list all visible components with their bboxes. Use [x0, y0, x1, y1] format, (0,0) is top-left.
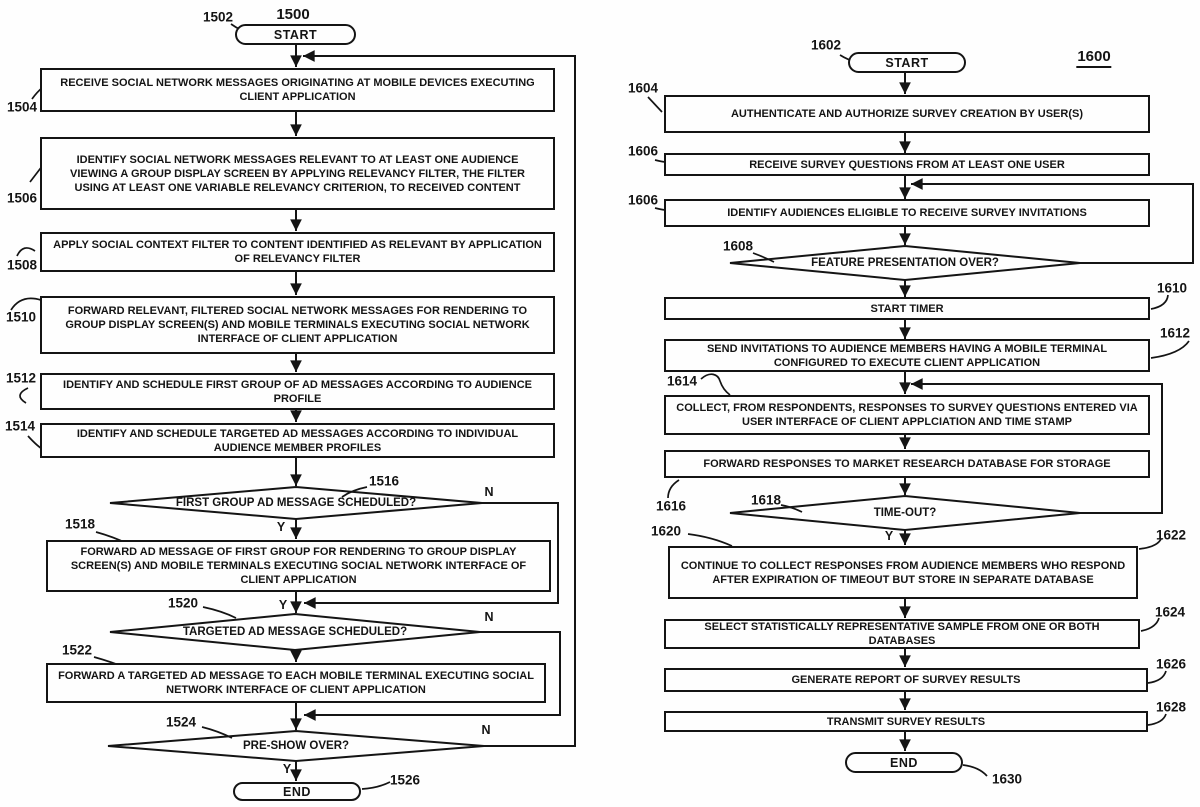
flow-box-1626: GENERATE REPORT OF SURVEY RESULTS — [664, 668, 1148, 692]
start-terminal-left: START — [235, 24, 356, 45]
flow-box-1606b: IDENTIFY AUDIENCES ELIGIBLE TO RECEIVE SURVEY INVITATIONS — [664, 199, 1150, 227]
leader-1510 — [11, 298, 41, 310]
ref-1508: 1508 — [6, 257, 38, 273]
flow-box-1508: APPLY SOCIAL CONTEXT FILTER TO CONTENT IDENTIFIED AS RELEVANT BY APPLICATION OF RELEVANCY FILTER — [40, 232, 555, 272]
decision-text-1524: PRE-SHOW OVER? — [242, 740, 350, 752]
no-label-1520: N — [484, 610, 494, 624]
ref-1620: 1620 — [650, 523, 682, 539]
end-terminal-right: END — [845, 752, 963, 773]
yes-label-1618: Y — [884, 529, 894, 543]
leader-1628 — [1148, 714, 1166, 725]
leader-1520 — [203, 607, 236, 618]
start-terminal-right: START — [848, 52, 966, 73]
ref-1606b: 1606 — [627, 192, 659, 208]
yes-label-merge-1520: Y — [278, 598, 288, 612]
leader-1624 — [1141, 618, 1159, 631]
leader-1626 — [1148, 671, 1166, 683]
decision-text-1618: TIME-OUT? — [873, 507, 937, 519]
flow-box-1610: START TIMER — [664, 297, 1150, 320]
end-terminal-left: END — [233, 782, 361, 801]
leader-1620 — [688, 534, 732, 546]
ref-1510: 1510 — [5, 309, 37, 325]
leader-1604 — [648, 97, 662, 112]
leader-1610 — [1151, 295, 1168, 309]
ref-1624: 1624 — [1154, 604, 1186, 620]
leader-1616 — [668, 480, 679, 498]
ref-1602: 1602 — [810, 37, 842, 53]
ref-1520: 1520 — [167, 595, 199, 611]
yes-label-1524: Y — [282, 762, 292, 776]
flow-box-1614: COLLECT, FROM RESPONDENTS, RESPONSES TO SURVEY QUESTIONS ENTERED VIA USER INTERFACE OF CLIENT APPLCIATION AND TIME STAMP — [664, 395, 1150, 435]
ref-1514: 1514 — [4, 418, 36, 434]
leader-1614 — [701, 374, 730, 395]
ref-1610: 1610 — [1156, 280, 1188, 296]
no-label-1516: N — [484, 485, 494, 499]
decision-text-1516: FIRST GROUP AD MESSAGE SCHEDULED? — [175, 497, 417, 509]
flow-box-1604: AUTHENTICATE AND AUTHORIZE SURVEY CREATION BY USER(S) — [664, 95, 1150, 133]
flow-box-1522: FORWARD A TARGETED AD MESSAGE TO EACH MOBILE TERMINAL EXECUTING SOCIAL NETWORK INTERFACE OF CLIENT APPLICATION — [46, 663, 546, 703]
ref-1628: 1628 — [1155, 699, 1187, 715]
ref-1506: 1506 — [6, 190, 38, 206]
no-label-1524: N — [481, 723, 491, 737]
flow-box-1620: CONTINUE TO COLLECT RESPONSES FROM AUDIENCE MEMBERS WHO RESPOND AFTER EXPIRATION OF TIMEOUT BUT STORE IN SEPARATE DATABASE — [668, 546, 1138, 599]
leader-1630 — [963, 765, 987, 776]
ref-1622: 1622 — [1155, 527, 1187, 543]
ref-1608: 1608 — [722, 238, 754, 254]
flow-box-1606a: RECEIVE SURVEY QUESTIONS FROM AT LEAST ONE USER — [664, 153, 1150, 176]
ref-1516: 1516 — [368, 473, 400, 489]
yes-label-1516: Y — [276, 520, 286, 534]
flow-box-1504: RECEIVE SOCIAL NETWORK MESSAGES ORIGINATING AT MOBILE DEVICES EXECUTING CLIENT APPLICATION — [40, 68, 555, 112]
ref-1612: 1612 — [1159, 325, 1191, 341]
ref-1522: 1522 — [61, 642, 93, 658]
flow-box-1624: SELECT STATISTICALLY REPRESENTATIVE SAMPLE FROM ONE OR BOTH DATABASES — [664, 619, 1140, 649]
ref-1524: 1524 — [165, 714, 197, 730]
figure-title-1500: 1500 — [275, 6, 310, 26]
leader-1526 — [362, 782, 390, 789]
decision-text-1520: TARGETED AD MESSAGE SCHEDULED? — [182, 626, 408, 638]
ref-1618: 1618 — [750, 492, 782, 508]
flow-box-1506: IDENTIFY SOCIAL NETWORK MESSAGES RELEVANT TO AT LEAST ONE AUDIENCE VIEWING A GROUP DISPLAY SCREEN BY APPLYING RELEVANCY FILTER, THE FILTER USING AT LEAST ONE VARIABLE RELEVANCY CRITERION, TO RECEIVED CONTENT — [40, 137, 555, 210]
ref-1518: 1518 — [64, 516, 96, 532]
leader-1612 — [1151, 341, 1189, 358]
flow-box-1612: SEND INVITATIONS TO AUDIENCE MEMBERS HAVING A MOBILE TERMINAL CONFIGURED TO EXECUTE CLIENT APPLICATION — [664, 339, 1150, 372]
flow-box-1518: FORWARD AD MESSAGE OF FIRST GROUP FOR RENDERING TO GROUP DISPLAY SCREEN(S) AND MOBILE TERMINALS EXECUTING SOCIAL NETWORK INTERFACE OF CLIENT APPLICATION — [46, 540, 551, 592]
leader-1508 — [17, 248, 35, 256]
flow-box-1510: FORWARD RELEVANT, FILTERED SOCIAL NETWORK MESSAGES FOR RENDERING TO GROUP DISPLAY SCREEN(S) AND MOBILE TERMINALS EXECUTING SOCIAL NETWORK INTERFACE OF CLIENT APPLICATION — [40, 296, 555, 354]
ref-1616: 1616 — [655, 498, 687, 514]
ref-1606a: 1606 — [627, 143, 659, 159]
ref-1504: 1504 — [6, 99, 38, 115]
ref-1614: 1614 — [666, 373, 698, 389]
ref-1526: 1526 — [389, 772, 421, 788]
flow-box-1628: TRANSMIT SURVEY RESULTS — [664, 711, 1148, 732]
ref-1630: 1630 — [991, 771, 1023, 787]
ref-1626: 1626 — [1155, 656, 1187, 672]
flow-box-1514: IDENTIFY AND SCHEDULE TARGETED AD MESSAGES ACCORDING TO INDIVIDUAL AUDIENCE MEMBER PROFILES — [40, 423, 555, 458]
leader-1512 — [20, 388, 28, 403]
ref-1502: 1502 — [202, 9, 234, 25]
ref-1604: 1604 — [627, 80, 659, 96]
flow-box-1512: IDENTIFY AND SCHEDULE FIRST GROUP OF AD MESSAGES ACCORDING TO AUDIENCE PROFILE — [40, 373, 555, 410]
flow-box-1616: FORWARD RESPONSES TO MARKET RESEARCH DATABASE FOR STORAGE — [664, 450, 1150, 478]
decision-text-1608: FEATURE PRESENTATION OVER? — [811, 257, 999, 269]
figure-title-1600: 1600 — [1076, 48, 1111, 68]
ref-1512: 1512 — [5, 370, 37, 386]
